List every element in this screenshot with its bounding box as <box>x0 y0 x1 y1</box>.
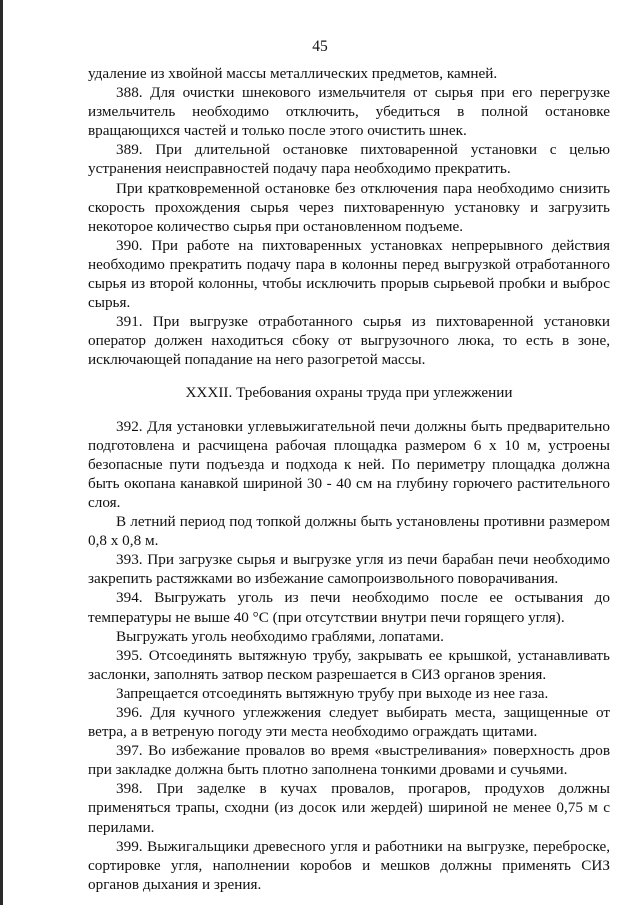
paragraph-392: 392. Для установки углевыжигательной печи должны быть предварительно подготовлена и расчищена рабочая площадка размером 6 х 10 м, устроены безопасные пути подъезда и подхода к ней. По периметру площадка должна быть окопана канавкой шириной 30 - 40 см на глубину горючего растительного слоя. <box>88 417 610 511</box>
section-heading: XXXII. Требования охраны труда при углежжении <box>185 383 513 401</box>
paragraph-391: 391. При выгрузке отработанного сырья из пихтоваренной установки оператор должен находиться сбоку от выгрузочного люка, то есть в зоне, исключающей попадание на него разогретой массы. <box>88 313 610 369</box>
paragraph-397: 397. Во избежание провалов во время «выстреливания» поверхность дров при закладке должна быть плотно заполнена тонкими дровами и сучьями. <box>88 742 610 779</box>
paragraph-continuation: удаление из хвойной массы металлических предметов, камней. <box>88 65 498 82</box>
scan-left-edge <box>0 0 3 905</box>
paragraph-395: 395. Отсоединять вытяжную трубу, закрывать ее крышкой, устанавливать заслонки, заполнять затвор песком разрешается в СИЗ органов зрения. <box>88 646 610 683</box>
paragraph-399: 399. Выжигальщики древесного угля и работники на выгрузке, переброске, сортировке угля, наполнении коробов и мешков должны применять СИЗ органов дыхания и зрения. <box>88 837 610 893</box>
paragraph-394: 394. Выгружать уголь из печи необходимо после ее остывания до температуры не выше 40 °С (при отсутствии внутри печи горящего угля). <box>88 589 610 626</box>
paragraph-388: 388. Для очистки шнекового измельчителя от сырья при его перегрузке измельчитель необходимо отключить, убедиться в полной остановке вращающихся частей и только после этого очистить шнек. <box>88 84 610 140</box>
paragraph-389-continued: При кратковременной остановке без отключения пара необходимо снизить скорость прохождения сырья через пихтоваренную установку и загрузить некоторое количество сырья при остановленном подъеме. <box>88 179 610 235</box>
paragraph-392-continued: В летний период под топкой должны быть установлены противни размером 0,8 х 0,8 м. <box>88 513 610 550</box>
paragraph-389: 389. При длительной остановке пихтоваренной установки с целью устранения неисправностей подачу пара необходимо прекратить. <box>88 141 610 178</box>
document-body <box>88 64 610 894</box>
paragraph-396: 396. Для кучного углежжения следует выбирать места, защищенные от ветра, а в ветреную погоду эти места необходимо ограждать щитами. <box>88 704 610 741</box>
page-number: 45 <box>312 38 328 55</box>
paragraph-394-continued: Выгружать уголь необходимо граблями, лопатами. <box>116 627 444 645</box>
paragraph-393: 393. При загрузке сырья и выгрузке угля из печи барабан печи необходимо закрепить растяжками во избежание самопроизвольного поворачивания. <box>88 551 610 588</box>
paragraph-395-continued: Запрещается отсоединять вытяжную трубу при выходе из нее газа. <box>116 684 549 702</box>
paragraph-398: 398. При заделке в кучах провалов, прогаров, продухов должны применяться трапы, сходни (из досок или жердей) шириной не менее 0,75 м с перилами. <box>88 780 610 836</box>
paragraph-390: 390. При работе на пихтоваренных установках непрерывного действия необходимо прекратить подачу пара в колонны перед выгрузкой отработанного сырья из второй колонны, чтобы исключить прорыв сырьевой пробки и выброс сырья. <box>88 236 610 312</box>
